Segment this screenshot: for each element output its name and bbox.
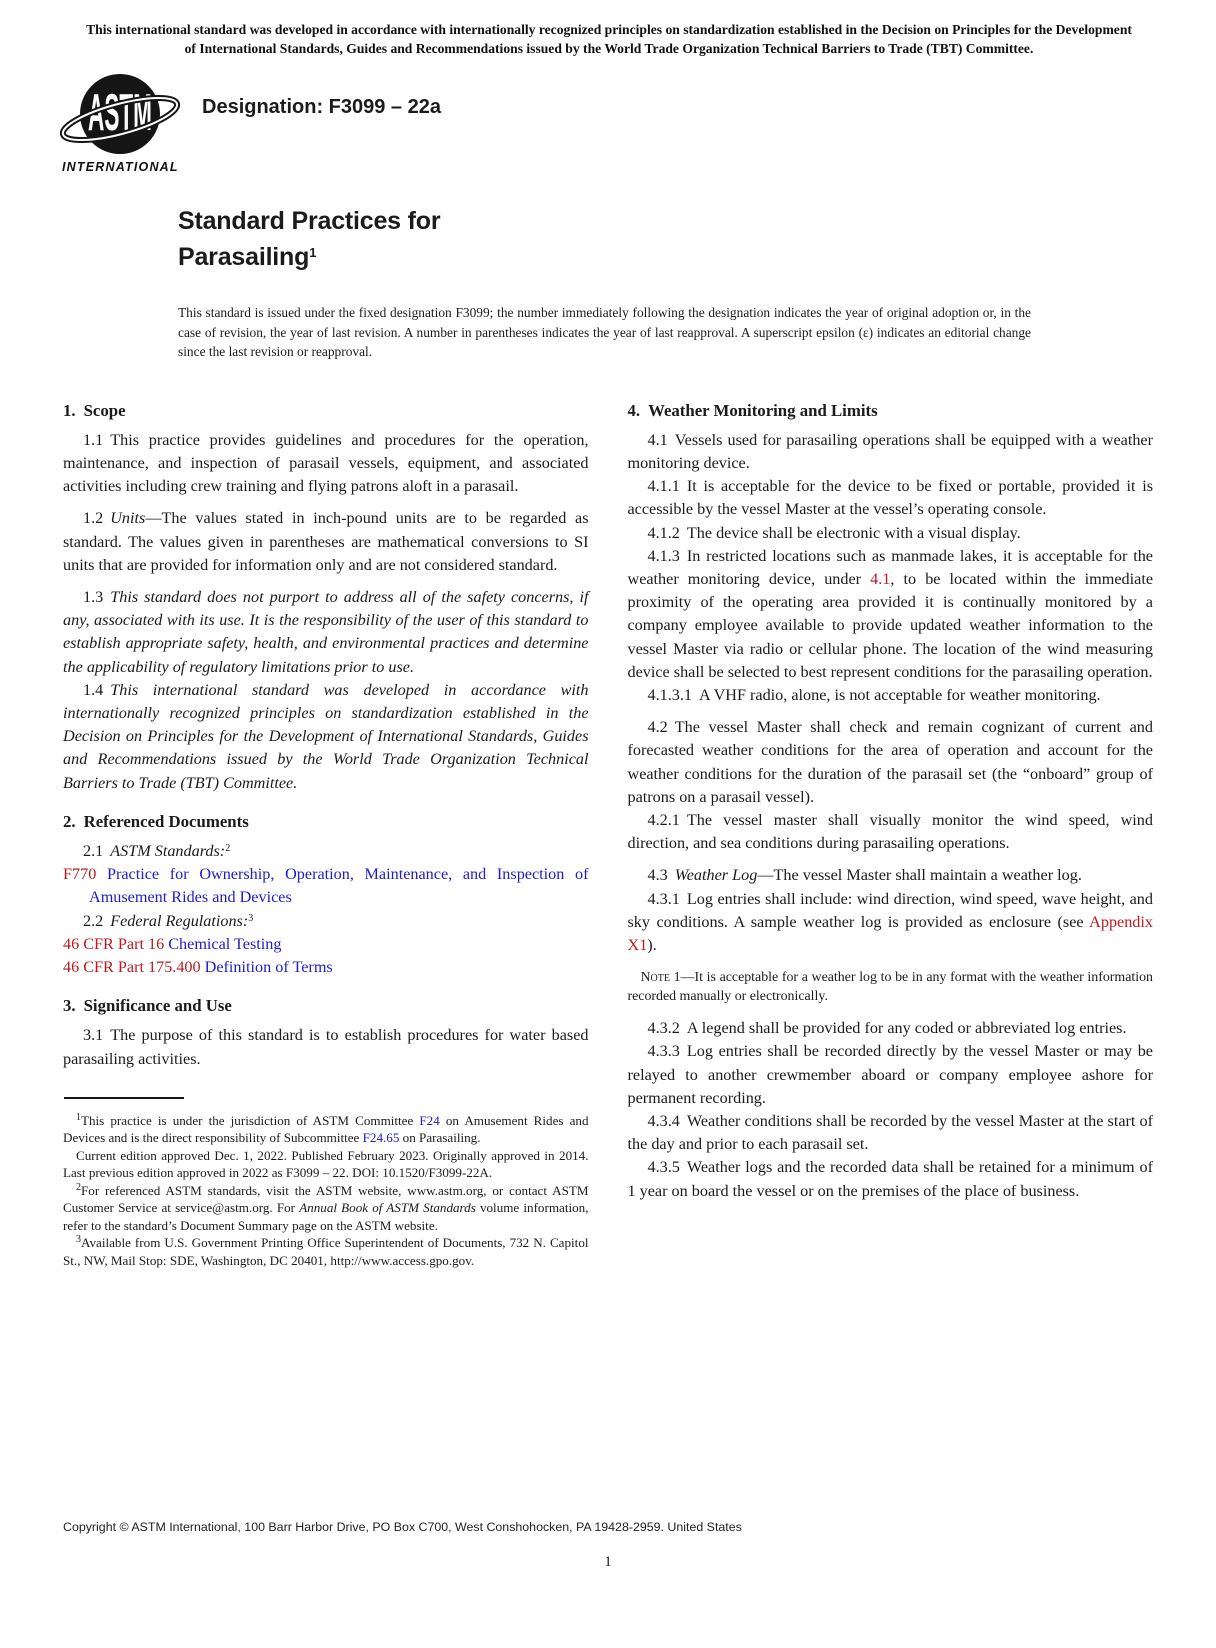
para-1-3: 1.3 This standard does not purport to address all of the safety concerns, if any, associated with its use. It is the responsibility of the user of this standard to establish appropriate safety, health, and environmental practices and determine the applicability of regulatory limitations prior to use. [63, 587, 589, 676]
heading-referenced-documents: 2. Referenced Documents [63, 811, 249, 831]
astm-logo [60, 70, 186, 174]
link-46-cfr-175-title[interactable]: Definition of Terms [204, 957, 333, 976]
para-1-1: 1.1 This practice provides guidelines and procedures for the operation, maintenance, and inspection of parasail vessels, equipment, and associated activities including crew training and flying patrons aloft in a parasail. [63, 430, 589, 496]
page [0, 20, 1216, 1570]
footnote-separator [64, 1097, 184, 1099]
footnote-3: $^3$Available from U.S. Government Printing Office Superintendent of Documents, 732 N. Capitol St., NW, Mail Stop: SDE, Washington, DC 20401, http://www.access.gpo.gov. [63, 1234, 589, 1268]
ref-appendix-x1[interactable]: Appendix X1 [627, 912, 1153, 954]
reference-f770 [63, 863, 589, 909]
footnote-1: $^1$This practice is under the jurisdiction of ASTM Committee F24 on Amusement Rides and Devices and is the direct responsibility of Subcommittee F24.65 on Parasailing. [63, 1111, 589, 1146]
page-number: 1 [604, 1554, 612, 1570]
para-4-1-3-1: 4.1.3.1 A VHF radio, alone, is not acceptable for weather monitoring. [647, 685, 1101, 704]
link-f24-65[interactable]: F24.65 [362, 1130, 400, 1146]
heading-significance-and-use: 3. Significance and Use [63, 996, 232, 1016]
para-1-4: 1.4 This international standard was developed in accordance with internationally recognized principles on standardization established in the Decision on Principles for the Development of International Standards, Guides and Recommendations issued by the World Trade Organization Technical Barriers to Trade (TBT) Committee. [63, 680, 589, 792]
para-1-2: 1.2 Units—The values stated in inch-pound units are to be regarded as standard. The values given in parentheses are mathematical conversions to SI units that are provided for information only and are not considered standard. [63, 509, 589, 574]
document-title: Standard Practices for Parasailing$^1$ [178, 207, 441, 271]
note-1: Note 1—It is acceptable for a weather log to be in any format with the weather information recorded manually or electronically. [627, 970, 1154, 1005]
para-4-1-2: 4.1.2 The device shall be electronic with a visual display. [647, 523, 1021, 542]
para-4-2-1: 4.2.1 The vessel master shall visually monitor the wind speed, wind direction, and sea conditions during parasailing operations. [627, 810, 1153, 853]
footnotes [63, 1097, 589, 1270]
para-2-2: 2.2 Federal Regulations:$^3$ [83, 911, 254, 930]
designation: Designation: F3099 – 22a [202, 96, 441, 118]
astm-logo-subtitle: INTERNATIONAL [62, 160, 179, 174]
astm-globe-icon [60, 70, 186, 162]
title-footnote-marker: 1 [309, 245, 317, 260]
ref-4-1[interactable]: 4.1 [870, 569, 891, 588]
masthead [60, 70, 1216, 178]
link-f770[interactable]: F770 [63, 865, 97, 884]
para-3-1: 3.1 The purpose of this standard is to establish procedures for water based parasailing activities. [63, 1026, 589, 1068]
footnote-marker-3: 3 [248, 912, 254, 924]
reference-cfr-16 [63, 933, 589, 956]
reference-cfr-175 [63, 956, 589, 979]
issuing-statement: This standard is issued under the fixed designation F3099; the number immediately following the designation indicates the year of original adoption or, in the case of revision, the year of last revision. A number in parentheses indicates the year of last reapproval. A superscript epsilon (ε) indicates an editorial change since the last revision or reapproval. [178, 305, 1031, 359]
para-4-3-3: 4.3.3 Log entries shall be recorded directly by the vessel Master or may be relayed to another crewmember aboard or company employee ashore for permanent recording. [627, 1042, 1153, 1107]
right-column [628, 398, 1154, 1270]
para-4-2: 4.2 The vessel Master shall check and remain cognizant of current and forecasted weather conditions for the area of operation and account for the weather conditions for the duration of the parasail set (the “onboard” group of patrons on a parasail vessel). [627, 718, 1153, 806]
para-4-3-1: 4.3.1 Log entries shall include: wind direction, wind speed, wave height, and sky conditions. A sample weather log is provided as enclosure (see Appendix X1). [627, 889, 1153, 954]
astm-logo-acronym: ASTM [88, 84, 152, 142]
para-4-3-2: 4.3.2 A legend shall be provided for any coded or abbreviated log entries. [647, 1019, 1127, 1038]
para-4-3-5: 4.3.5 Weather logs and the recorded data shall be retained for a minimum of 1 year on board the vessel or on the premises of the place of business. [627, 1158, 1153, 1200]
para-4-1: 4.1 Vessels used for parasailing operations shall be equipped with a weather monitoring device. [627, 430, 1153, 472]
heading-scope: 1. Scope [63, 400, 126, 420]
link-f770-title[interactable]: Practice for Ownership, Operation, Maintenance, and Inspection of Amusement Rides and Devices [89, 865, 589, 907]
para-4-1-1: 4.1.1 It is acceptable for the device to be fixed or portable, provided it is accessible by the vessel Master at the vessel’s operating console. [627, 477, 1153, 519]
footnote-1-edition: Current edition approved Dec. 1, 2022. Published February 2023. Originally approved in 2014. Last previous edition approved in 2022 as F3099 – 22. DOI: 10.1520/F3099-22A. [63, 1147, 589, 1181]
wto-header-note: This international standard was developed in accordance with internationally recognized principles on standardization established in the Decision on Principles for the Development of International Standards, Guides and Recommendations issued by the World Trade Organization Technical Barriers to Trade (TBT) Committee. [86, 22, 1132, 56]
link-f24[interactable]: F24 [419, 1112, 440, 1128]
heading-weather-monitoring: 4. Weather Monitoring and Limits [627, 400, 878, 420]
footnote-marker-2: 2 [225, 842, 231, 854]
link-46-cfr-175[interactable]: 46 CFR Part 175.400 [63, 957, 201, 976]
copyright-line: Copyright © ASTM International, 100 Barr Harbor Drive, PO Box C700, West Conshohocken, PA 19428-2959. United States [63, 1520, 742, 1534]
link-46-cfr-16-title[interactable]: Chemical Testing [168, 934, 282, 953]
para-4-3: 4.3 Weather Log—The vessel Master shall maintain a weather log. [647, 866, 1082, 885]
link-46-cfr-16[interactable]: 46 CFR Part 16 [63, 934, 165, 953]
para-4-1-3: 4.1.3 In restricted locations such as manmade lakes, it is acceptable for the weather monitoring device, under 4.1, to be located within the immediate proximity of the operating area provided it is continually monitored by a company employee available to provide updated weather information to the vessel Master via radio or cellular phone. The location of the wind measuring device shall be selected to best represent conditions for the parasailing operation. [627, 546, 1154, 681]
para-2-1: 2.1 ASTM Standards:$^2$ [83, 841, 231, 860]
two-column-body [63, 398, 1153, 1270]
title-block [178, 206, 1031, 362]
footnote-2: $^2$For referenced ASTM standards, visit the ASTM website, www.astm.org, or contact ASTM Customer Service at service@astm.org. For Annual Book of ASTM Standards volume information, refer to the standard’s Document Summary page on the ASTM website. [63, 1181, 589, 1233]
para-4-3-4: 4.3.4 Weather conditions shall be recorded by the vessel Master at the start of the day and prior to each parasail set. [627, 1111, 1153, 1154]
left-column [63, 398, 589, 1270]
